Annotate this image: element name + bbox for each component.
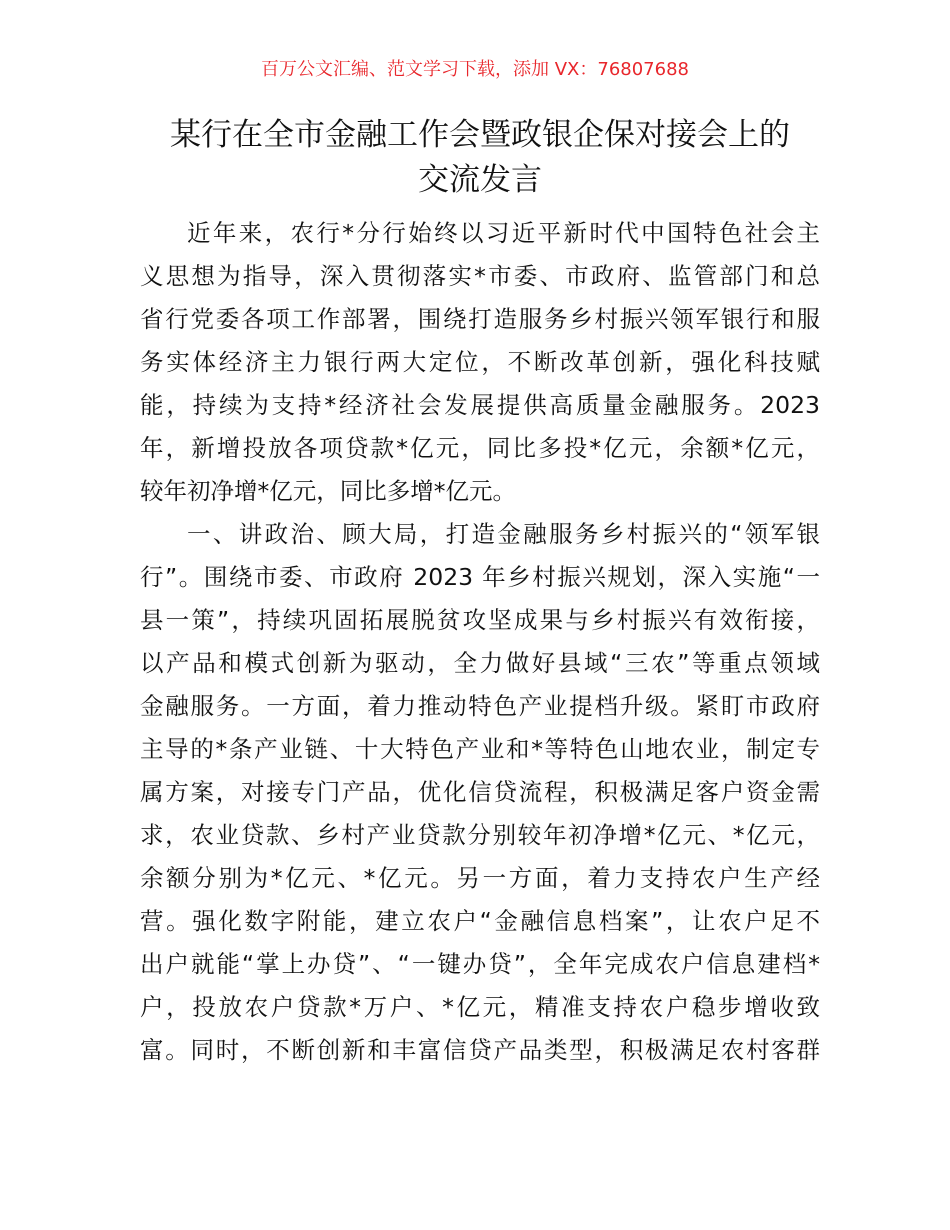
text-line: 务实体经济主力银行两大定位，不断改革创新，强化科技赋	[140, 348, 820, 376]
paragraph-intro	[140, 212, 820, 513]
document-body	[140, 212, 820, 1072]
document-title-line-2: 交流发言	[418, 162, 542, 198]
text-line: 以产品和模式创新为驱动，全力做好县域“三农”等重点领域	[140, 649, 820, 677]
watermark-banner: 百万公文汇编、范文学习下载，添加 VX：76807688	[261, 59, 689, 80]
text-line: 属方案，对接专门产品，优化信贷流程，积极满足客户资金需	[140, 778, 820, 806]
text-line: 较年初净增*亿元，同比多增*亿元。	[140, 477, 516, 505]
text-line: 行”。围绕市委、市政府 2023 年乡村振兴规划，深入实施“一	[140, 563, 820, 591]
text-line: 县一策”，持续巩固拓展脱贫攻坚成果与乡村振兴有效衔接，	[140, 606, 820, 634]
text-line: 主导的*条产业链、十大特色产业和*等特色山地农业，制定专	[140, 735, 820, 763]
text-line: 余额分别为*亿元、*亿元。另一方面，着力支持农户生产经	[140, 864, 820, 892]
text-line: 近年来，农行*分行始终以习近平新时代中国特色社会主	[187, 219, 820, 247]
text-line: 出户就能“掌上办贷”、“一键办贷”，全年完成农户信息建档*	[140, 950, 820, 978]
text-line: 户，投放农户贷款*万户、*亿元，精准支持农户稳步增收致	[140, 993, 820, 1021]
text-line: 营。强化数字附能，建立农户“金融信息档案”，让农户足不	[140, 907, 820, 935]
document-title-line-1: 某行在全市金融工作会暨政银企保对接会上的	[170, 117, 790, 153]
text-line: 一、讲政治、顾大局，打造金融服务乡村振兴的“领军银	[187, 520, 820, 548]
text-line: 能，持续为支持*经济社会发展提供高质量金融服务。2023	[140, 391, 820, 419]
paragraph-section-1	[140, 513, 820, 1072]
text-line: 年，新增投放各项贷款*亿元，同比多投*亿元，余额*亿元，	[140, 434, 820, 462]
text-line: 求，农业贷款、乡村产业贷款分别较年初净增*亿元、*亿元，	[140, 821, 820, 849]
text-line: 富。同时，不断创新和丰富信贷产品类型，积极满足农村客群	[140, 1036, 820, 1064]
text-line: 义思想为指导，深入贯彻落实*市委、市政府、监管部门和总	[140, 262, 820, 290]
text-line: 省行党委各项工作部署，围绕打造服务乡村振兴领军银行和服	[140, 305, 820, 333]
text-line: 金融服务。一方面，着力推动特色产业提档升级。紧盯市政府	[140, 692, 820, 720]
